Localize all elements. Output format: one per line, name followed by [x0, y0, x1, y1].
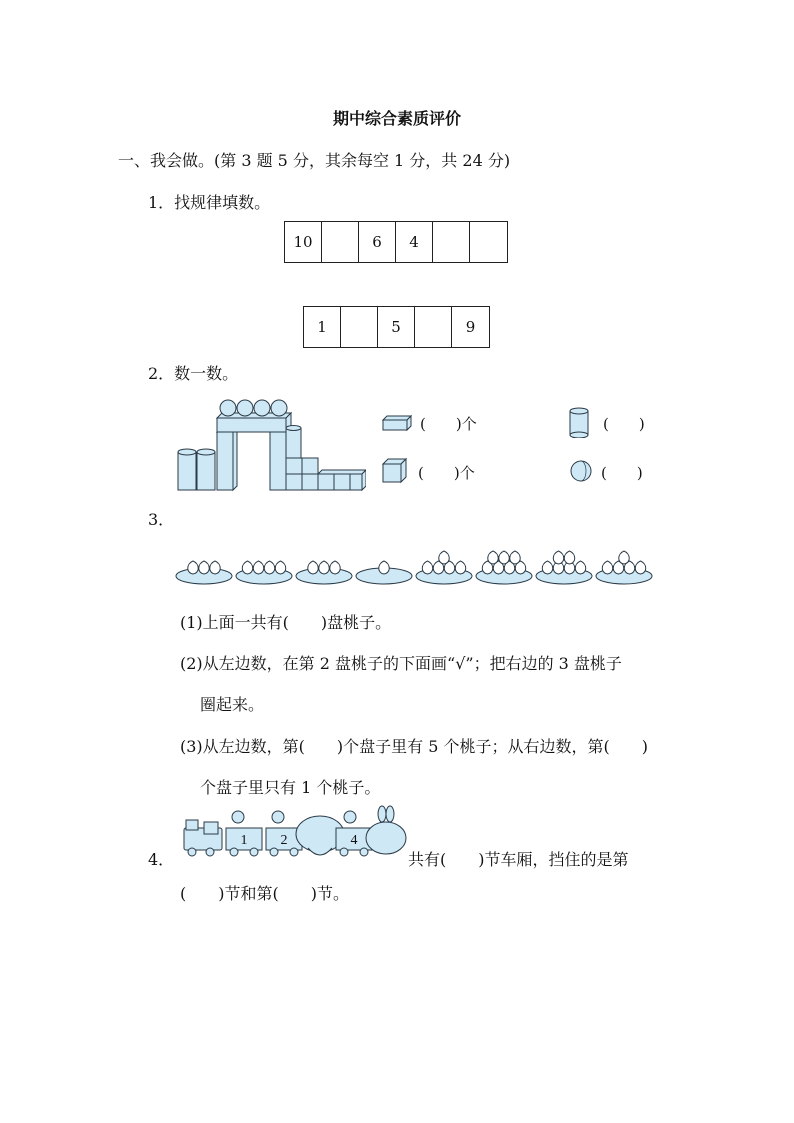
peach-icon: [264, 561, 275, 574]
peach-icon: [379, 561, 390, 574]
q1-sequence-row-2: [303, 306, 490, 348]
peach-icon: [542, 561, 553, 574]
peach-icon: [319, 561, 330, 574]
shapes-building-illustration: [176, 396, 366, 492]
peach-plate: [176, 561, 232, 584]
peach-plate: [296, 561, 352, 584]
peach-plate: [356, 561, 412, 584]
q1-row2-cell[interactable]: 9: [465, 318, 476, 336]
peach-plate: [236, 561, 292, 584]
peach-icon: [199, 561, 210, 574]
q1-row2-cell[interactable]: 5: [378, 307, 415, 347]
peach-plates-illustration: [172, 538, 662, 588]
peach-icon: [330, 561, 341, 574]
cuboid-icon: [382, 414, 412, 432]
q1-row1-cell[interactable]: 6: [359, 222, 396, 262]
peach-plate: [476, 551, 532, 584]
cube-count[interactable]: ( )个: [418, 464, 475, 482]
car-number: 1: [240, 833, 248, 848]
peach-plate: [596, 551, 652, 584]
peach-icon: [242, 561, 253, 574]
peach-icon: [253, 561, 264, 574]
q4-text-cont: ( )节和第( )节。: [180, 884, 349, 903]
q1-row1-cell[interactable]: [433, 222, 470, 262]
q1-row1-cell[interactable]: [322, 222, 359, 262]
cube-icon: [382, 458, 408, 484]
cylinder-count[interactable]: ( ): [603, 415, 645, 433]
sphere-icon: [569, 459, 593, 483]
q1-row1-cell[interactable]: [470, 222, 507, 262]
peach-plate: [416, 551, 472, 584]
q4-label: 4．: [148, 850, 175, 869]
q3-question-2-cont: 圈起来。: [200, 695, 265, 714]
q4-text: 共有( )节车厢，挡住的是第: [408, 850, 629, 869]
sphere-count[interactable]: ( ): [601, 464, 643, 482]
page-title: 期中综合素质评价: [332, 109, 461, 128]
cuboid-count[interactable]: ( )个: [420, 415, 477, 433]
train-illustration: [180, 804, 408, 866]
peach-icon: [575, 561, 586, 574]
q1-row1-cell[interactable]: 10: [285, 222, 322, 262]
peach-icon: [635, 561, 646, 574]
q1-row2-cell[interactable]: [341, 307, 378, 347]
peach-plate: [536, 551, 592, 584]
peach-icon: [619, 551, 630, 564]
peach-icon: [510, 551, 521, 564]
q1-row2-cell[interactable]: 1: [304, 307, 341, 347]
peach-icon: [188, 561, 199, 574]
peach-icon: [439, 551, 450, 564]
peach-icon: [210, 561, 221, 574]
q3-question-3: (3)从左边数，第( )个盘子里有 5 个桃子；从右边数，第( ): [180, 737, 648, 756]
q3-label: 3．: [148, 510, 175, 529]
q1-label: 1．找规律填数。: [148, 193, 271, 212]
car-number: 2: [280, 833, 288, 848]
car-number: 4: [350, 833, 358, 848]
section-heading: 一、我会做。(第 3 题 5 分，其余每空 1 分，共 24 分): [118, 151, 511, 170]
peach-icon: [422, 561, 433, 574]
q3-question-2: (2)从左边数，在第 2 盘桃子的下面画“√”；把右边的 3 盘桃子: [180, 654, 622, 673]
peach-icon: [553, 551, 564, 564]
q1-row2-cell[interactable]: [415, 307, 452, 347]
cylinder-icon: [568, 406, 590, 438]
peach-icon: [499, 551, 510, 564]
q3-question-1: (1)上面一共有( )盘桃子。: [180, 613, 392, 632]
peach-icon: [488, 551, 499, 564]
q1-sequence-row-1: [284, 221, 508, 263]
q3-question-3-cont: 个盘子里只有 1 个桃子。: [200, 778, 381, 797]
peach-icon: [275, 561, 286, 574]
q1-row1-cell[interactable]: 4: [396, 222, 433, 262]
peach-icon: [308, 561, 319, 574]
peach-icon: [602, 561, 613, 574]
q2-label: 2．数一数。: [148, 364, 239, 383]
peach-icon: [455, 561, 466, 574]
peach-icon: [564, 551, 575, 564]
